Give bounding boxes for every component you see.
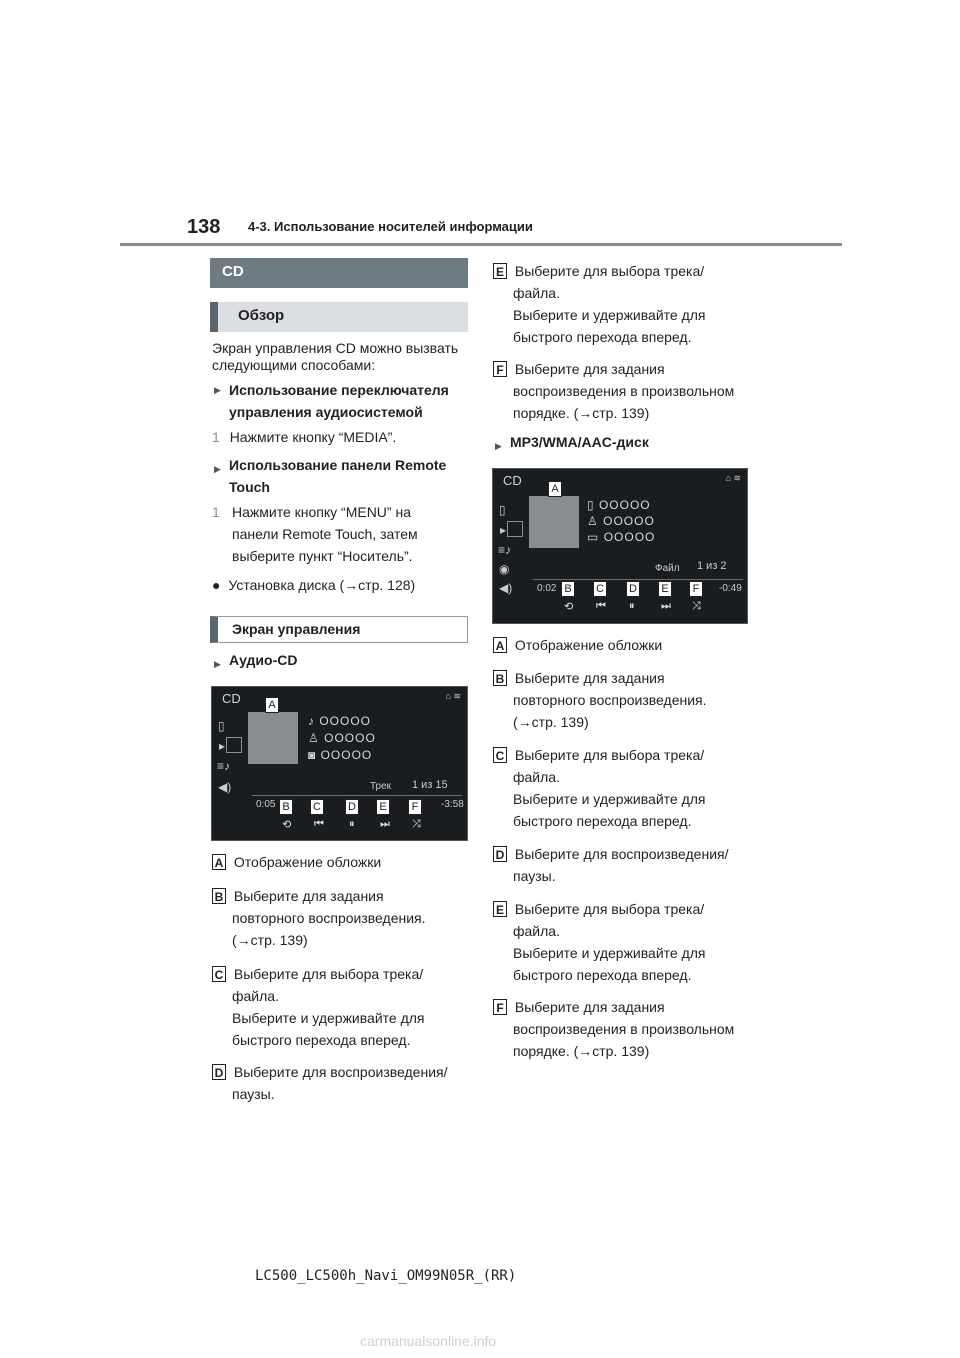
step-1 [212, 426, 396, 448]
item-text: (→стр. 139) [513, 714, 589, 730]
right-item-f2 [493, 996, 734, 1062]
right-item-b [493, 667, 707, 733]
left-item-d [212, 1061, 447, 1105]
list-icon: ≡♪ [217, 759, 231, 773]
pause-icon[interactable]: ⏸ [349, 818, 355, 830]
method-line: Использование переключателя [229, 382, 449, 398]
status-icons: ⌂ ≋ [445, 691, 461, 701]
step-number: 1 [212, 504, 220, 520]
label-f: F [689, 581, 703, 597]
audio-cd-title: Аудио-CD [229, 652, 298, 668]
screen-title: CD [222, 691, 241, 706]
album-row [308, 748, 372, 762]
label-a: A [493, 637, 507, 653]
list-icon: ≡♪ [498, 543, 512, 557]
cd-screen-1 [211, 686, 468, 841]
item-text: файла. [513, 923, 560, 939]
item-text: Выберите для воспроизведения/ [233, 1064, 448, 1080]
person-icon: ♙ [587, 514, 599, 528]
progress-bar[interactable] [252, 795, 462, 796]
volume-icon: ◀) [499, 581, 513, 595]
mp3-marker [495, 436, 502, 454]
method-1 [214, 380, 221, 398]
method-line: Использование панели Remote [229, 457, 447, 473]
previous-icon[interactable]: ⏮ [596, 600, 606, 612]
mp3-title: MP3/WMA/AAC-диск [510, 434, 649, 450]
page-number: 138 [187, 216, 221, 238]
previous-icon[interactable]: ⏮ [314, 818, 324, 830]
triangle-icon: ▶ [214, 385, 221, 395]
triangle-icon: ▶ [495, 441, 502, 451]
song-row [308, 714, 371, 728]
label-a: A [548, 481, 562, 497]
view-icon: ◉ [499, 562, 510, 576]
item-text: порядке. (→стр. 139) [513, 405, 650, 421]
method-1-title [229, 379, 449, 423]
item-text: Выберите для выбора трека/ [514, 263, 705, 279]
chapter-header: 4-3. Использование носителей информации [248, 219, 533, 234]
repeat-icon[interactable]: ⟲ [282, 819, 292, 831]
method-2 [214, 459, 221, 477]
label-f: F [493, 999, 507, 1015]
step-text [232, 501, 418, 567]
album-cover [248, 712, 298, 764]
album-cover [529, 496, 579, 548]
intro-line: Экран управления CD можно вызвать [212, 340, 459, 356]
label-d: D [626, 581, 640, 597]
item-text: Выберите для задания [233, 888, 384, 904]
step-text: Нажмите кнопку “MEDIA”. [229, 429, 397, 445]
item-text: Выберите и удерживайте для [513, 307, 706, 323]
label-c: C [212, 966, 226, 982]
step-2 [212, 501, 418, 564]
right-item-d [493, 843, 728, 887]
method-2-title [229, 454, 446, 498]
play-icon-box [226, 737, 242, 753]
item-text: Выберите для воспроизведения/ [514, 846, 729, 862]
label-d: D [493, 846, 507, 862]
label-b: B [493, 670, 507, 686]
section-bar: CD [210, 258, 468, 288]
item-text: Выберите для задания [514, 999, 665, 1015]
next-icon[interactable]: ⏭ [380, 818, 390, 830]
screen-title: CD [503, 473, 522, 488]
item-text: порядке. (→стр. 139) [513, 1043, 650, 1059]
item-text: быстрого перехода вперед. [513, 967, 692, 983]
label-c: C [493, 747, 507, 763]
label-e: E [376, 799, 390, 815]
person-icon: ♙ [308, 731, 320, 745]
label-a: A [265, 697, 279, 713]
label-f: F [408, 799, 422, 815]
left-item-c [212, 963, 425, 1051]
artist-row [587, 514, 655, 528]
song-title: ООООО [319, 714, 372, 728]
footer-code: LC500_LC500h_Navi_OM99N05R_(RR) [255, 1268, 517, 1284]
label-e: E [493, 901, 507, 917]
bullet-item [212, 574, 415, 596]
item-text: файла. [513, 769, 560, 785]
intro-line: следующими способами: [212, 357, 376, 373]
item-text: быстрого перехода вперед. [232, 1032, 411, 1048]
file-icon: ▯ [587, 498, 595, 512]
item-text: паузы. [232, 1086, 275, 1102]
item-text: повторного воспроизведения. [513, 692, 707, 708]
right-item-f [493, 358, 734, 424]
track-counter: 1 из 15 [412, 779, 448, 791]
step-line: Нажмите кнопку “MENU” на [232, 504, 411, 520]
label-b: B [212, 888, 226, 904]
track-label: Файл [655, 563, 680, 574]
music-note-icon: ♪ [308, 714, 315, 728]
artist-name: ООООО [324, 731, 376, 745]
folder-icon: ▭ [587, 530, 600, 544]
play-icon: ▸ [219, 739, 226, 753]
folder-name: ООООО [603, 530, 656, 544]
step-line: панели Remote Touch, затем [232, 526, 418, 542]
item-text: Выберите для задания [514, 670, 665, 686]
artist-row [308, 731, 376, 745]
label-d: D [212, 1064, 226, 1080]
item-text: Выберите и удерживайте для [232, 1010, 425, 1026]
left-item-a [212, 851, 381, 873]
method-line: управления аудиосистемой [229, 404, 423, 420]
method-line: Touch [229, 479, 270, 495]
item-text: быстрого перехода вперед. [513, 329, 692, 345]
item-text: Отображение обложки [514, 637, 663, 653]
file-name: ООООО [598, 498, 651, 512]
play-icon: ▸ [500, 523, 507, 537]
cd-screen-2 [492, 468, 748, 624]
label-e: E [493, 263, 507, 279]
status-icons: ⌂ ≋ [725, 473, 741, 483]
shuffle-icon[interactable]: ⤨ [412, 818, 421, 830]
label-d: D [345, 799, 359, 815]
label-c: C [310, 799, 324, 815]
label-c: C [593, 581, 607, 597]
source-icon: ▯ [218, 719, 225, 733]
item-text: Выберите для задания [514, 361, 665, 377]
label-b: B [279, 799, 293, 815]
item-text: воспроизведения в произвольном [513, 383, 735, 399]
track-counter: 1 из 2 [697, 560, 727, 572]
item-text: Отображение обложки [233, 854, 382, 870]
right-item-e2 [493, 898, 706, 986]
intro-text [212, 340, 458, 374]
step-line: выберите пункт “Носитель”. [232, 548, 413, 564]
right-item-c [493, 744, 706, 832]
source-icon: ▯ [499, 503, 506, 517]
item-text: воспроизведения в произвольном [513, 1021, 735, 1037]
left-item-b [212, 885, 426, 951]
file-row [587, 498, 651, 512]
label-f: F [493, 361, 507, 377]
repeat-icon[interactable]: ⟲ [564, 601, 574, 613]
item-text: (→стр. 139) [232, 932, 308, 948]
item-text: Выберите и удерживайте для [513, 945, 706, 961]
triangle-icon: ▶ [214, 659, 221, 669]
audio-cd-marker [214, 654, 221, 672]
folder-row [587, 530, 655, 544]
item-text: Выберите для выбора трека/ [233, 966, 424, 982]
item-text: Выберите для выбора трека/ [514, 747, 705, 763]
step-number: 1 [212, 429, 220, 445]
header-rule [120, 243, 842, 246]
item-text: быстрого перехода вперед. [513, 813, 692, 829]
bullet-text: Установка диска (→стр. 128) [228, 577, 416, 593]
item-text: Выберите для выбора трека/ [514, 901, 705, 917]
item-text: файла. [513, 285, 560, 301]
right-item-e [493, 260, 706, 348]
elapsed-time: 0:02 [537, 583, 557, 594]
artist-name: ООООО [603, 514, 655, 528]
item-text: паузы. [513, 868, 556, 884]
item-text: файла. [232, 988, 279, 1004]
progress-bar[interactable] [533, 579, 743, 580]
bullet-icon: ● [212, 577, 221, 593]
album-name: ООООО [320, 748, 373, 762]
pause-icon[interactable]: ⏸ [629, 600, 635, 612]
disc-icon: ◙ [308, 748, 317, 762]
remaining-time: -0:49 [719, 583, 742, 594]
play-icon-box [507, 521, 523, 537]
item-text: Выберите и удерживайте для [513, 791, 706, 807]
watermark: carmanualsonline.info [360, 1333, 497, 1349]
label-e: E [658, 581, 672, 597]
label-a: A [212, 854, 226, 870]
item-text: повторного воспроизведения. [232, 910, 426, 926]
label-b: B [561, 581, 575, 597]
triangle-icon: ▶ [214, 464, 221, 474]
elapsed-time: 0:05 [256, 799, 276, 810]
track-label: Трек [370, 781, 392, 792]
subsection-bar: Обзор [210, 302, 468, 332]
shuffle-icon[interactable]: ⤨ [692, 600, 701, 612]
next-icon[interactable]: ⏭ [661, 600, 671, 612]
control-screen-bar: Экран управления [210, 616, 468, 643]
volume-icon: ◀) [218, 780, 232, 794]
right-item-a [493, 634, 662, 656]
remaining-time: -3:58 [441, 799, 464, 810]
